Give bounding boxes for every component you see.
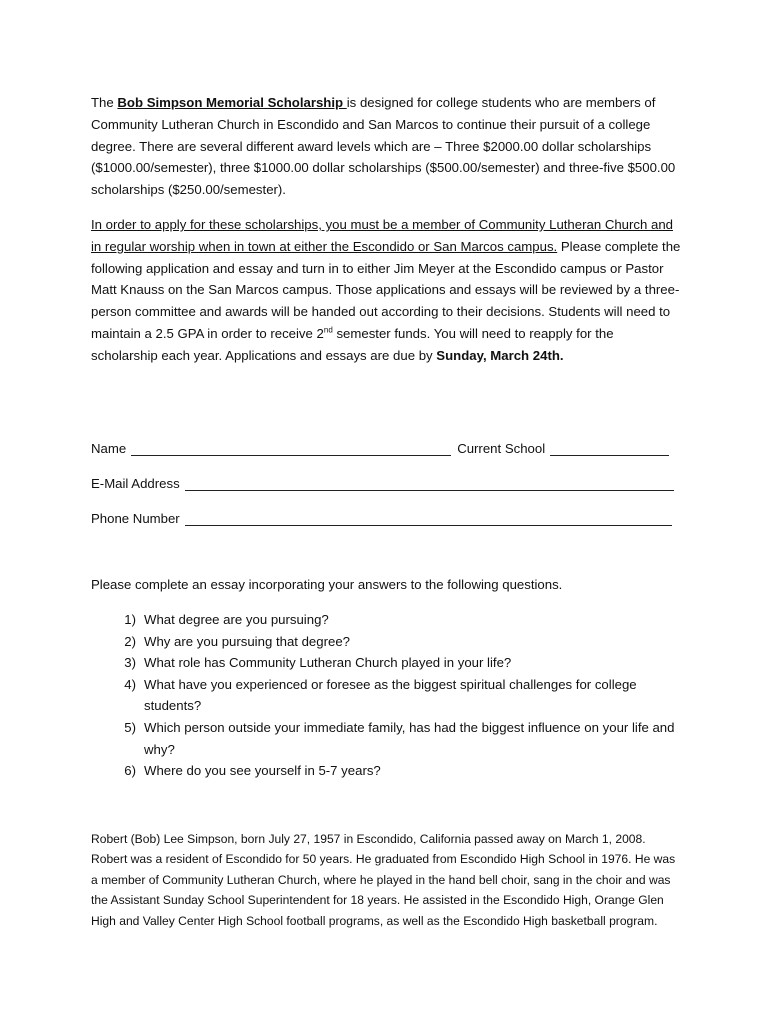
list-item (91, 717, 683, 760)
name-label: Name (91, 441, 127, 456)
biography-paragraph: Robert (Bob) Lee Simpson, born July 27, 1957 in Escondido, California passed away on March 1, 2008. Robert was a resident of Escondido for 50 years. He graduated from Escondido High School in 1976. He was a member of Community Lutheran Church, where he played in the hand bell choir, sang in the choir and was the Assistant Sunday School Superintendent for 18 years. He assisted in the Escondido High, Orange Glen High and Valley Center High School football programs, as well as the Escondido High basketball program. (91, 832, 676, 928)
requirements-body-2: semester funds. You will need to reapply for the scholarship each year. Applications and essays are due by (91, 325, 614, 363)
question-text: What have you experienced or foresee as the biggest spiritual challenges for college students? (144, 676, 637, 714)
question-text: Where do you see yourself in 5-7 years? (144, 763, 381, 779)
list-item (91, 760, 683, 782)
scholarship-name: Bob Simpson Memorial Scholarship (117, 95, 347, 110)
name-field[interactable] (131, 441, 451, 456)
email-field[interactable] (185, 476, 674, 491)
membership-requirement: In order to apply for these scholarships, you must be a member of Community Lutheran Church and in regular worship when in town at either the Escondido or San Marcos campus. (91, 217, 674, 254)
question-number: 3) (124, 655, 136, 671)
list-item (91, 674, 683, 717)
question-number: 6) (124, 763, 136, 779)
requirements-body-1: Please complete the following application and essay and turn in to either Jim Meyer at the Escondido campus or Pastor Matt Knauss on the San Marcos campus. Those applications and essays will be reviewed by a three-person committee and awards will be handed out according to their decisions. Students will need to maintain a 2.5 GPA in order to receive 2 (91, 238, 681, 341)
phone-field[interactable] (185, 511, 672, 526)
phone-row (91, 506, 672, 526)
intro-paragraph (91, 92, 683, 201)
email-row (91, 471, 674, 491)
due-date: Sunday, March 24th. (436, 347, 564, 363)
superscript-nd: nd (323, 325, 333, 335)
question-number: 5) (124, 719, 136, 735)
email-label: E-Mail Address (91, 476, 180, 491)
list-item (91, 652, 683, 674)
current-school-field[interactable] (550, 441, 669, 456)
question-text: Which person outside your immediate family, has had the biggest influence on your life and why? (144, 719, 675, 757)
essay-instructions: Please complete an essay incorporating your answers to the following questions. (91, 577, 563, 592)
question-number: 2) (124, 633, 136, 649)
current-school-label: Current School (457, 441, 546, 456)
essay-questions-list (91, 609, 683, 782)
question-text: What role has Community Lutheran Church played in your life? (144, 655, 512, 671)
question-number: 4) (124, 676, 136, 692)
intro-prefix: The (91, 95, 118, 110)
requirements-paragraph (91, 214, 683, 367)
phone-label: Phone Number (91, 511, 180, 526)
list-item (91, 631, 683, 653)
question-text: What degree are you pursuing? (144, 612, 329, 627)
question-text: Why are you pursuing that degree? (144, 633, 350, 649)
list-item (91, 609, 683, 631)
name-row (91, 436, 669, 456)
intro-rest: is designed for college students who are members of Community Lutheran Church in Escondido and San Marcos to continue their pursuit of a college degree. There are several different award levels which are – Three $2000.00 dollar scholarships ($1000.00/semester), three $1000.00 dollar scholarships ($500.00/semester) and three-five $500.00 scholarships ($250.00/semester). (91, 95, 676, 198)
question-number: 1) (124, 612, 136, 627)
